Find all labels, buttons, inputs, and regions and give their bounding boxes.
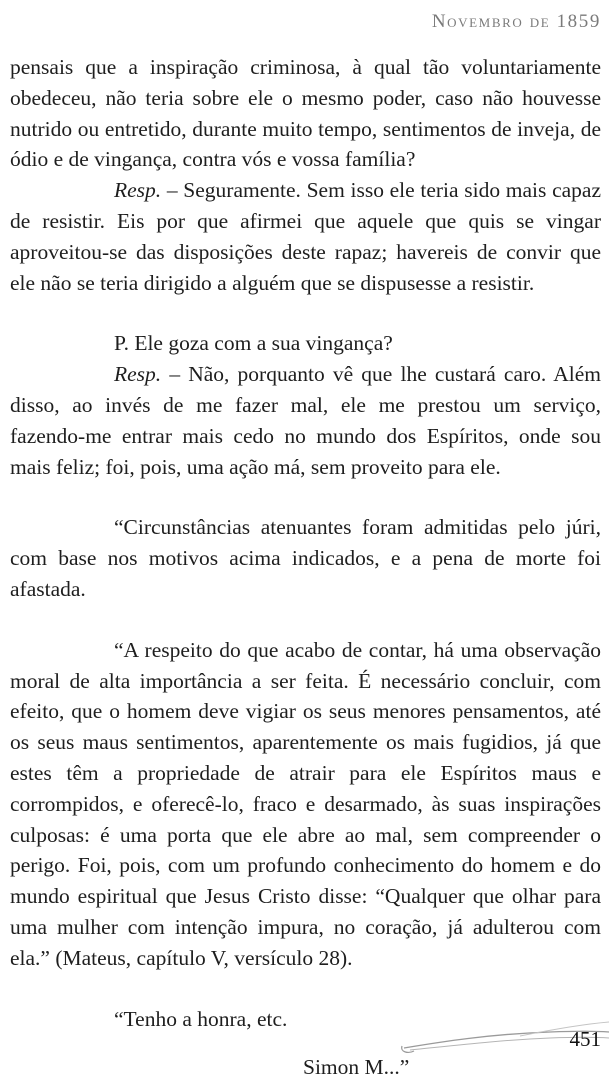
body-text xyxy=(10,52,601,1083)
paragraph-observation: “A respeito do que acabo de contar, há uma observação moral de alta importância a ser feita. É necessário concluir, com efeito, que o homem deve vigiar os seus menores pensamentos, até os seus maus sentimentos, aparentemente os mais fugidios, já que estes têm a propriedade de atrair para ele Espíritos maus e corrompidos, e oferecê-lo, fraco e desarmado, às suas inspirações culposas: é uma porta que ele abre ao mal, sem compreender o perigo. Foi, pois, com um profundo conhecimento do homem e do mundo espiritual que Jesus Cristo disse: “Qualquer que olhar para uma mulher com intenção impura, no coração, já adulterou com ela.” (Mateus, capítulo V, versículo 28). xyxy=(10,637,601,970)
paragraph-continued: pensais que a inspiração criminosa, à qual tão voluntariamente obedeceu, não teria sobre ele o mesmo poder, caso não houvesse nutrido ou entretido, durante muito tempo, sentimentos de inveja, de ódio e de vingança, contra vós e vossa família? xyxy=(10,55,601,172)
resp-label: Resp. xyxy=(114,362,162,387)
page-number: 451 xyxy=(569,1027,601,1051)
paragraph-response-1 xyxy=(10,175,601,298)
signature: Simon M...” xyxy=(303,1055,410,1080)
paragraph-jury: “Circunstâncias atenuantes foram admitidas pelo júri, com base nos motivos acima indicados, e a pena de morte foi afastada. xyxy=(10,515,601,601)
response-text: – Não, porquanto vê que lhe custará caro. Além disso, ao invés de me fazer mal, ele me prestou um serviço, fazendo-me entrar mais cedo no mundo dos Espíritos, onde sou mais feliz; foi, pois, uma ação má, sem proveito para ele. xyxy=(10,362,601,479)
paragraph-response-2 xyxy=(10,359,601,482)
resp-label: Resp. xyxy=(114,178,162,203)
paragraph-closing: “Tenho a honra, etc. xyxy=(114,1006,288,1031)
response-text: – Seguramente. Sem isso ele teria sido mais capaz de resistir. Eis por que afirmei que aquele que quis se vingar aproveitou-se das disposições deste rapaz; havereis de convir que ele não se teria dirigido a alguém que se dispusesse a resistir. xyxy=(10,178,601,295)
running-head: Novembro de 1859 xyxy=(431,11,601,32)
paragraph-question: P. Ele goza com a sua vingança? xyxy=(114,331,393,356)
